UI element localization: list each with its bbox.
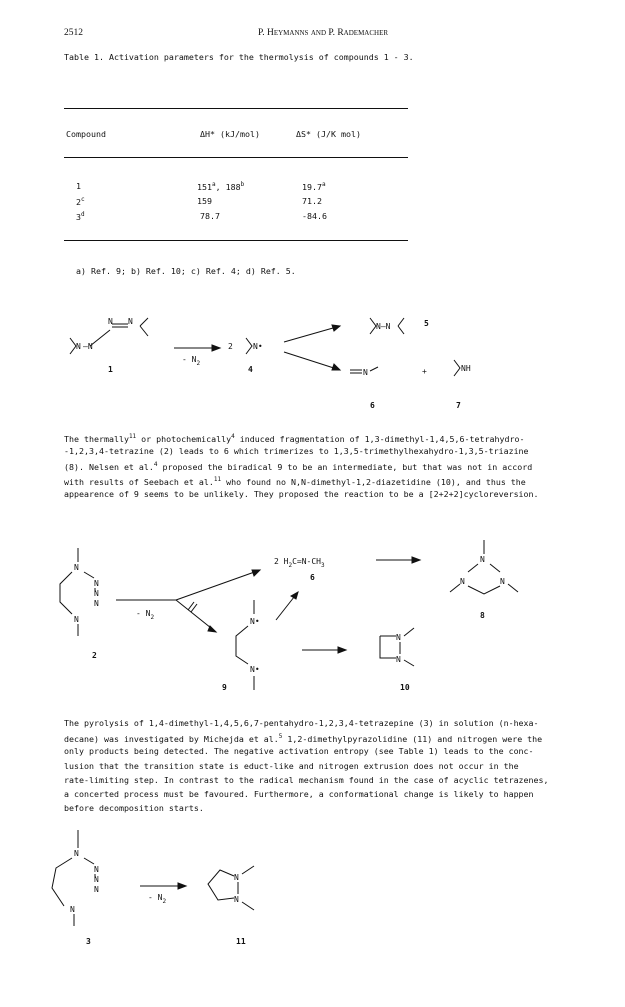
svg-text:N: N xyxy=(396,655,401,664)
page-number: 2512 xyxy=(64,28,83,38)
label-9: 9 xyxy=(222,683,227,692)
paragraph-line: appearence of 9 seems to be unlikely. They proposed the reaction to be a [2+2+2]cycloreversion. xyxy=(64,488,539,499)
label-6: 6 xyxy=(370,401,375,410)
svg-text:N: N xyxy=(94,579,99,588)
paragraph-line: rate-limiting step. In contrast to the radical mechanism found in the case of acyclic tetrazenes, xyxy=(64,774,549,785)
svg-text:- N2: - $N_2$ xyxy=(136,609,155,621)
svg-text:N: N xyxy=(234,895,239,904)
scheme-3-structures xyxy=(40,830,340,950)
svg-text:N: N xyxy=(94,885,99,894)
paragraph-line: The thermally$^{11}$ or photochemically$^4$ induced fragmentation of 1,3-dimethyl-1,4,5,6-tetrahydro- xyxy=(64,433,525,444)
svg-text:N•: N• xyxy=(250,617,260,626)
label-7: 7 xyxy=(456,401,461,410)
paragraph-line: a concerted process must be favoured. Furthermore, a conformational change is likely to happen xyxy=(64,788,534,799)
paragraph-line: with results of Seebach et al.$^{11}$ who found no N,N-dimethyl-1,2-diazetidine (10), and thus the xyxy=(64,475,526,487)
paragraph-line: -1,2,3,4-tetrazine (2) leads to 6 which trimerizes to 1,3,5-trimethylhexahydro-1,3,5-triazine xyxy=(64,446,529,457)
paragraph-line: before decomposition starts. xyxy=(64,803,204,814)
table-row: 151$^a$, 188$^b$ xyxy=(197,181,245,192)
table-header-dh: ΔH* (kJ/mol) xyxy=(200,129,260,139)
svg-text:N: N xyxy=(460,577,465,586)
svg-text:N: N xyxy=(74,849,79,858)
svg-text:N: N xyxy=(480,555,485,564)
svg-text:N: N xyxy=(108,317,113,326)
table-header-ds: ΔS* (J/K mol) xyxy=(296,129,361,139)
label-11: 11 xyxy=(236,937,246,946)
paragraph-2 xyxy=(64,716,582,815)
label-6: 6 xyxy=(310,573,315,582)
paragraph-line: lusion that the transition state is educt-like and nitrogen extrusion does not occur in the xyxy=(64,760,519,771)
svg-text:N: N xyxy=(500,577,505,586)
scheme-1-structures xyxy=(50,290,590,420)
table-row: -84.6 xyxy=(302,211,327,221)
svg-text:N: N xyxy=(128,317,133,326)
paragraph-line: decane) was investigated by Michejda et al.$^5$ 1,2-dimethylpyrazolidine (11) and nitrogen were the xyxy=(64,733,543,744)
svg-text:N: N xyxy=(74,615,79,624)
table-row: 2$^c$ xyxy=(76,196,85,207)
svg-text:N•: N• xyxy=(253,342,263,351)
svg-text:- N2: - $N_2$ xyxy=(182,355,201,367)
label-10: 10 xyxy=(400,683,410,692)
product-formula: 2 $H_2C=N-CH_3$ xyxy=(274,557,325,569)
paragraph-line: (8). Nelsen et al.$^4$ proposed the biradical 9 to be an intermediate, but that was not in accord xyxy=(64,461,533,473)
svg-text:N: N xyxy=(94,875,99,884)
label-3: 3 xyxy=(86,937,91,946)
table-header-compound: Compound xyxy=(66,129,106,139)
paragraph-1 xyxy=(64,430,582,501)
paragraph-line: The pyrolysis of 1,4-dimethyl-1,4,5,6,7-pentahydro-1,2,3,4-tetrazepine (3) in solution (n-hexa- xyxy=(64,718,539,728)
svg-text:N•: N• xyxy=(250,665,260,674)
table-row: 71.2 xyxy=(302,196,322,206)
paragraph-line: only products being detected. The negative activation entropy (see Table 1) leads to the conc- xyxy=(64,746,534,757)
table-row: 159 xyxy=(197,196,212,206)
table-row: 78.7 xyxy=(200,211,220,221)
label-2: 2 xyxy=(92,651,97,660)
svg-text:—N: —N xyxy=(83,342,93,351)
label-4: 4 xyxy=(248,365,253,374)
table-row: 19.7$^a$ xyxy=(302,181,326,192)
svg-text:N: N xyxy=(234,873,239,882)
svg-text:2: 2 xyxy=(228,342,233,351)
svg-text:N: N xyxy=(94,865,99,874)
svg-text:N: N xyxy=(396,633,401,642)
table-row: 1 xyxy=(76,181,81,191)
svg-text:+: + xyxy=(422,367,427,376)
svg-text:N: N xyxy=(76,342,81,351)
label-1: 1 xyxy=(108,365,113,374)
running-head: P. Heymanns and P. Rademacher xyxy=(258,28,389,38)
table-header-rule xyxy=(64,157,408,158)
table-row: 3$^d$ xyxy=(76,211,85,222)
table-footnote: a) Ref. 9; b) Ref. 10; c) Ref. 4; d) Ref. 5. xyxy=(76,266,296,276)
svg-text:N: N xyxy=(70,905,75,914)
label-8: 8 xyxy=(480,611,485,620)
table-top-rule xyxy=(64,108,408,109)
label-5: 5 xyxy=(424,319,429,328)
svg-text:NH: NH xyxy=(461,364,471,373)
table-bottom-rule xyxy=(64,240,408,241)
svg-text:N: N xyxy=(94,589,99,598)
svg-text:N—N: N—N xyxy=(376,322,391,331)
scheme-2-structures xyxy=(40,540,560,700)
svg-text:N: N xyxy=(94,599,99,608)
svg-text:N: N xyxy=(74,563,79,572)
svg-text:- N2: - $N_2$ xyxy=(148,893,167,905)
svg-text:N: N xyxy=(363,368,368,377)
table-caption: Table 1. Activation parameters for the thermolysis of compounds 1 - 3. xyxy=(64,52,414,62)
